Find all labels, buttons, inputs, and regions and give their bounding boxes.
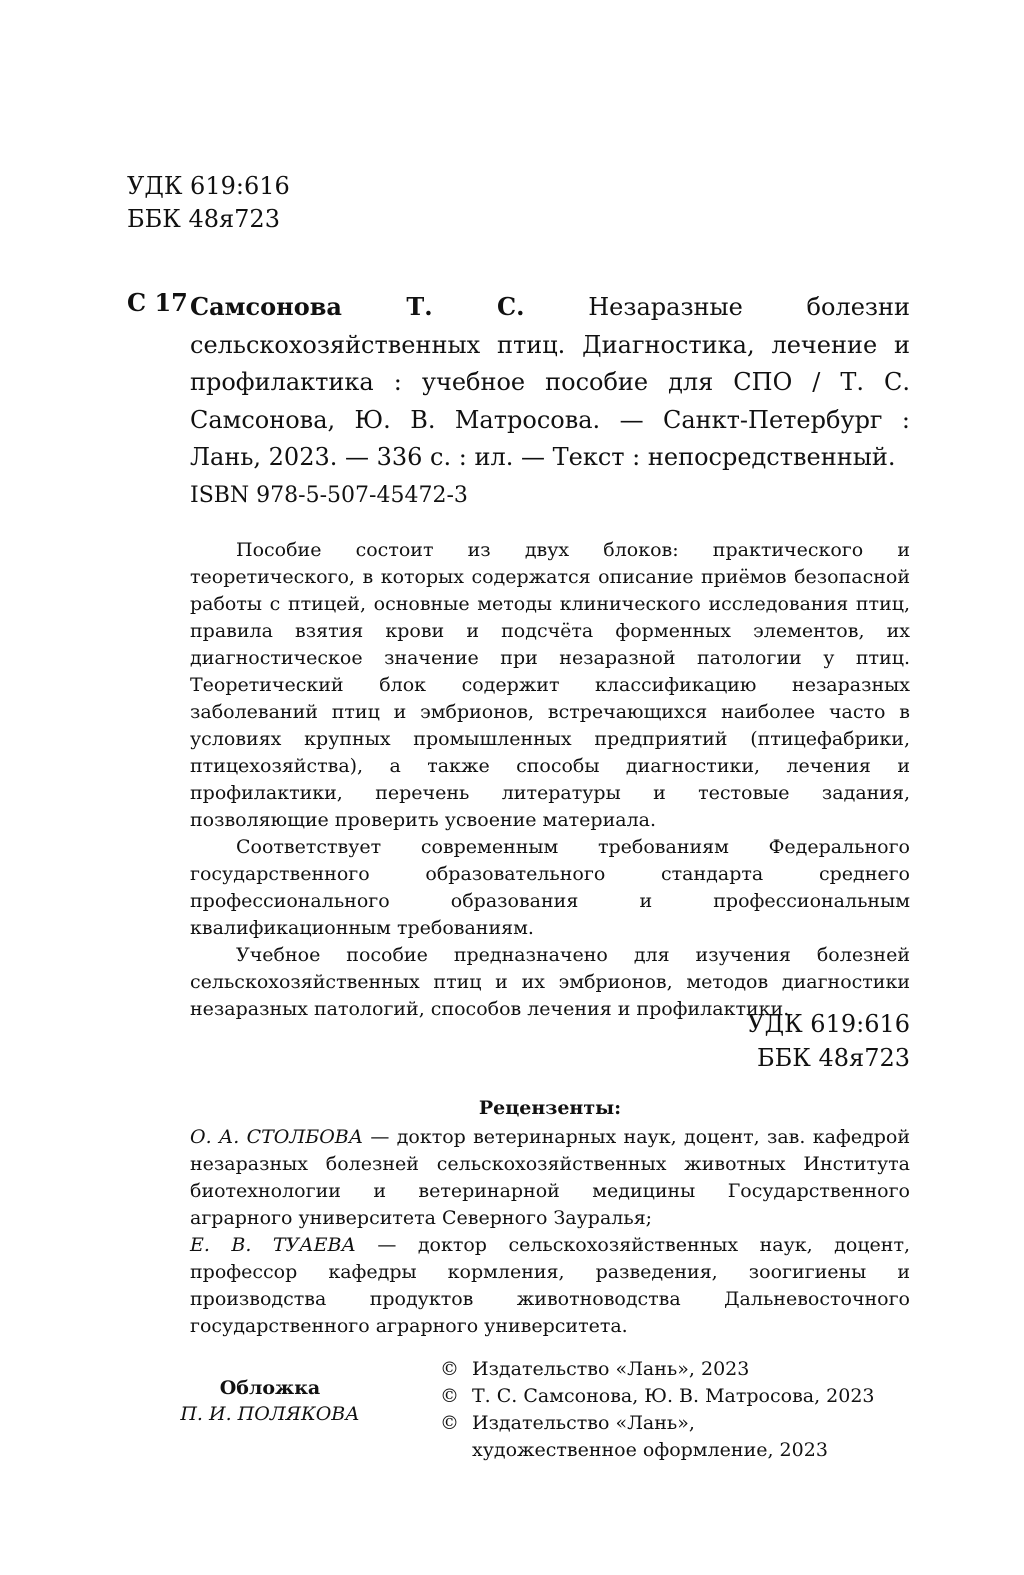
bbk-code: ББК 48я723	[127, 205, 280, 233]
copyright-line	[440, 1437, 875, 1464]
copyright-block	[440, 1356, 875, 1464]
cover-designer: П. И. ПОЛЯКОВА	[180, 1403, 360, 1425]
reviewer-entry	[190, 1124, 910, 1232]
annotation-paragraph: Соответствует современным требованиям Федерального государственного образовательного стандарта среднего профессионального образования и профессиональным квалификационным требованиям.	[190, 836, 910, 939]
reviewer-name: О. А. СТОЛБОВА	[190, 1126, 364, 1148]
copyright-line	[440, 1410, 875, 1437]
cover-label: Обложка	[219, 1377, 321, 1399]
copyright-spacer	[440, 1437, 472, 1464]
copyright-icon: ©	[440, 1385, 459, 1407]
udk-bbk-top	[127, 170, 290, 236]
bibliographic-record	[190, 288, 910, 477]
udk-code: УДК 619:616	[747, 1010, 910, 1038]
copyright-text: Издательство «Лань», 2023	[472, 1358, 750, 1380]
reviewer-entry	[190, 1232, 910, 1340]
udk-bbk-bottom	[747, 1007, 910, 1075]
copyright-text: Т. С. Самсонова, Ю. В. Матросова, 2023	[472, 1385, 875, 1407]
reviewer-details: — доктор ветеринарных наук, доцент, зав. кафедрой незаразных болезней сельскохозяйственных животных Института биотехнологии и ветеринарной медицины Государственного аграрного университета Северного Зауралья;	[190, 1126, 910, 1229]
udk-code: УДК 619:616	[127, 172, 290, 200]
reviewers-heading: Рецензенты:	[478, 1097, 622, 1119]
reviewer-name: Е. В. ТУАЕВА	[190, 1234, 356, 1256]
reviewers	[190, 1095, 910, 1340]
copyright-text: художественное оформление, 2023	[472, 1439, 828, 1461]
copyright-line	[440, 1383, 875, 1410]
record-description: Незаразные болезни сельскохозяйственных птиц. Диагностика, лечение и профилактика : учебное пособие для СПО / Т. С. Самсонова, Ю. В. Матросова. — Санкт-Петербург : Лань, 2023. — 336 с. : ил. — Текст : непосредственный.	[190, 293, 910, 471]
copyright-text: Издательство «Лань»,	[472, 1412, 695, 1434]
bbk-code: ББК 48я723	[757, 1044, 910, 1072]
cover-credit	[150, 1375, 390, 1427]
copyright-line	[440, 1356, 875, 1383]
isbn: ISBN 978-5-507-45472-3	[190, 483, 468, 508]
copyright-icon: ©	[440, 1412, 459, 1434]
author-mark: С 17	[127, 288, 188, 317]
annotation	[190, 537, 910, 1023]
annotation-paragraph: Пособие состоит из двух блоков: практического и теоретического, в которых содержатся описание приёмов безопасной работы с птицей, основные методы клинического исследования птиц, правила взятия крови и подсчёта форменных элементов, их диагностическое значение при незаразной патологии у птиц. Теоретический блок содержит классификацию незаразных заболеваний птиц и эмбрионов, встречающихся наиболее часто в условиях крупных промышленных предприятий (птицефабрики, птицехозяйства), а также способы диагностики, лечения и профилактики, перечень литературы и тестовые задания, позволяющие проверить усвоение материала.	[190, 539, 910, 831]
copyright-icon: ©	[440, 1358, 459, 1380]
annotation-paragraph: Учебное пособие предназначено для изучения болезней сельскохозяйственных птиц и их эмбрионов, методов диагностики незаразных патологий, способов лечения и профилактики.	[190, 944, 910, 1020]
author-name: Самсонова Т. С.	[190, 292, 525, 321]
reviewer-details: — доктор сельскохозяйственных наук, доцент, профессор кафедры кормления, разведения, зоогигиены и производства продуктов животноводства Дальневосточного государственного аграрного университета.	[190, 1234, 910, 1337]
